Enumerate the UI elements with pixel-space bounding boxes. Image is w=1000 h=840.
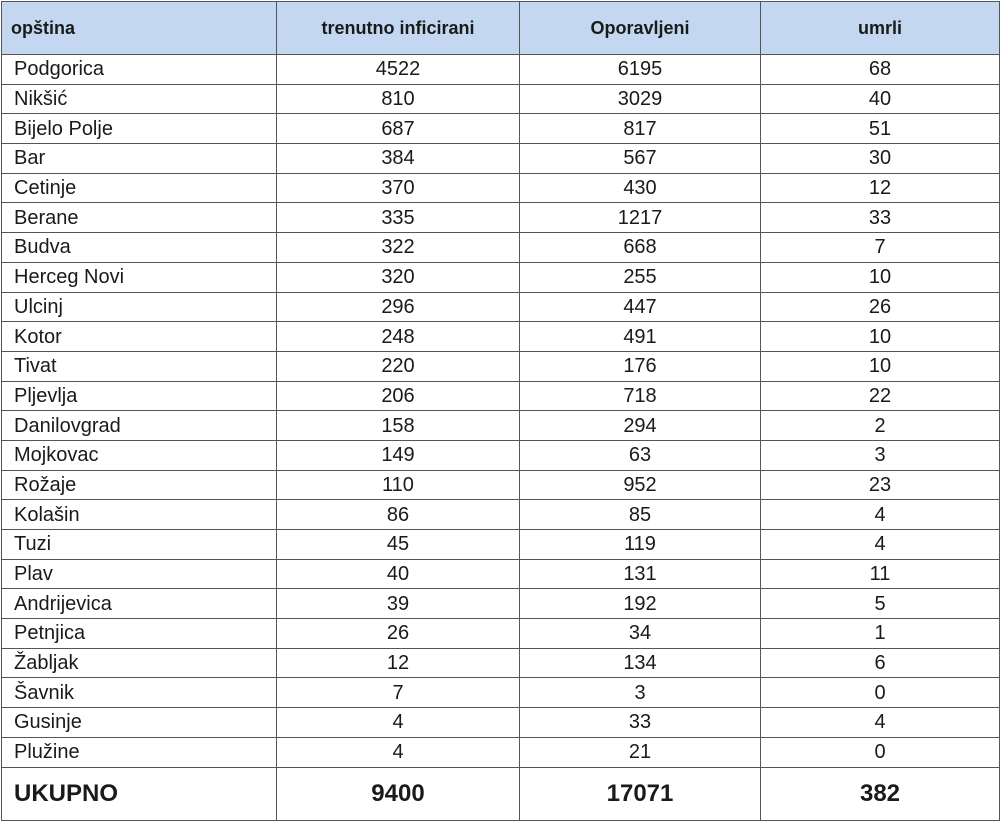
recovered-cell: 430 <box>520 173 761 203</box>
recovered-cell: 21 <box>520 737 761 767</box>
table-footer <box>2 767 1000 820</box>
municipality-cell: Gusinje <box>2 708 277 738</box>
currently-infected-cell: 322 <box>277 233 520 263</box>
municipality-cell: Herceg Novi <box>2 262 277 292</box>
municipality-cell: Petnjica <box>2 619 277 649</box>
total-deceased: 382 <box>761 767 1000 820</box>
header-municipality: opština <box>2 2 277 55</box>
currently-infected-cell: 370 <box>277 173 520 203</box>
municipality-cell: Berane <box>2 203 277 233</box>
header-row <box>2 2 1000 55</box>
currently-infected-cell: 810 <box>277 84 520 114</box>
table-row <box>2 708 1000 738</box>
header-currently-infected: trenutno inficirani <box>277 2 520 55</box>
table-row <box>2 500 1000 530</box>
table-row <box>2 589 1000 619</box>
deceased-cell: 4 <box>761 500 1000 530</box>
table-row <box>2 411 1000 441</box>
table-row <box>2 381 1000 411</box>
recovered-cell: 1217 <box>520 203 761 233</box>
currently-infected-cell: 687 <box>277 114 520 144</box>
currently-infected-cell: 335 <box>277 203 520 233</box>
table-row <box>2 322 1000 352</box>
municipality-cell: Budva <box>2 233 277 263</box>
deceased-cell: 22 <box>761 381 1000 411</box>
recovered-cell: 85 <box>520 500 761 530</box>
deceased-cell: 68 <box>761 55 1000 85</box>
table-row <box>2 203 1000 233</box>
currently-infected-cell: 384 <box>277 144 520 174</box>
table-row <box>2 648 1000 678</box>
table-row <box>2 351 1000 381</box>
currently-infected-cell: 4522 <box>277 55 520 85</box>
recovered-cell: 119 <box>520 530 761 560</box>
deceased-cell: 2 <box>761 411 1000 441</box>
deceased-cell: 3 <box>761 440 1000 470</box>
deceased-cell: 0 <box>761 678 1000 708</box>
currently-infected-cell: 158 <box>277 411 520 441</box>
deceased-cell: 7 <box>761 233 1000 263</box>
currently-infected-cell: 39 <box>277 589 520 619</box>
currently-infected-cell: 45 <box>277 530 520 560</box>
deceased-cell: 51 <box>761 114 1000 144</box>
recovered-cell: 668 <box>520 233 761 263</box>
currently-infected-cell: 320 <box>277 262 520 292</box>
total-currently-infected: 9400 <box>277 767 520 820</box>
municipality-cell: Kolašin <box>2 500 277 530</box>
deceased-cell: 1 <box>761 619 1000 649</box>
deceased-cell: 5 <box>761 589 1000 619</box>
recovered-cell: 3029 <box>520 84 761 114</box>
currently-infected-cell: 248 <box>277 322 520 352</box>
recovered-cell: 952 <box>520 470 761 500</box>
recovered-cell: 718 <box>520 381 761 411</box>
table-row <box>2 233 1000 263</box>
municipality-cell: Tuzi <box>2 530 277 560</box>
deceased-cell: 11 <box>761 559 1000 589</box>
currently-infected-cell: 7 <box>277 678 520 708</box>
recovered-cell: 176 <box>520 351 761 381</box>
currently-infected-cell: 296 <box>277 292 520 322</box>
table-row <box>2 84 1000 114</box>
table-body <box>2 55 1000 768</box>
recovered-cell: 192 <box>520 589 761 619</box>
currently-infected-cell: 4 <box>277 737 520 767</box>
table-row <box>2 619 1000 649</box>
table-row <box>2 440 1000 470</box>
recovered-cell: 567 <box>520 144 761 174</box>
municipality-cell: Šavnik <box>2 678 277 708</box>
recovered-cell: 134 <box>520 648 761 678</box>
recovered-cell: 294 <box>520 411 761 441</box>
deceased-cell: 4 <box>761 530 1000 560</box>
recovered-cell: 817 <box>520 114 761 144</box>
currently-infected-cell: 40 <box>277 559 520 589</box>
municipality-cell: Tivat <box>2 351 277 381</box>
currently-infected-cell: 206 <box>277 381 520 411</box>
currently-infected-cell: 149 <box>277 440 520 470</box>
table-row <box>2 114 1000 144</box>
header-deceased: umrli <box>761 2 1000 55</box>
deceased-cell: 10 <box>761 351 1000 381</box>
municipality-cell: Pljevlja <box>2 381 277 411</box>
deceased-cell: 6 <box>761 648 1000 678</box>
deceased-cell: 23 <box>761 470 1000 500</box>
currently-infected-cell: 26 <box>277 619 520 649</box>
deceased-cell: 0 <box>761 737 1000 767</box>
municipality-cell: Bar <box>2 144 277 174</box>
table-row <box>2 678 1000 708</box>
municipality-cell: Mojkovac <box>2 440 277 470</box>
deceased-cell: 10 <box>761 322 1000 352</box>
table-row <box>2 559 1000 589</box>
covid-municipality-table <box>1 1 1000 821</box>
municipality-cell: Andrijevica <box>2 589 277 619</box>
recovered-cell: 63 <box>520 440 761 470</box>
recovered-cell: 6195 <box>520 55 761 85</box>
municipality-cell: Plužine <box>2 737 277 767</box>
currently-infected-cell: 12 <box>277 648 520 678</box>
deceased-cell: 4 <box>761 708 1000 738</box>
currently-infected-cell: 86 <box>277 500 520 530</box>
deceased-cell: 26 <box>761 292 1000 322</box>
table-row <box>2 530 1000 560</box>
deceased-cell: 30 <box>761 144 1000 174</box>
table-row <box>2 470 1000 500</box>
total-row <box>2 767 1000 820</box>
municipality-cell: Kotor <box>2 322 277 352</box>
recovered-cell: 447 <box>520 292 761 322</box>
currently-infected-cell: 220 <box>277 351 520 381</box>
recovered-cell: 491 <box>520 322 761 352</box>
recovered-cell: 3 <box>520 678 761 708</box>
deceased-cell: 33 <box>761 203 1000 233</box>
municipality-cell: Ulcinj <box>2 292 277 322</box>
municipality-cell: Rožaje <box>2 470 277 500</box>
deceased-cell: 10 <box>761 262 1000 292</box>
table-row <box>2 292 1000 322</box>
recovered-cell: 131 <box>520 559 761 589</box>
municipality-cell: Podgorica <box>2 55 277 85</box>
currently-infected-cell: 4 <box>277 708 520 738</box>
recovered-cell: 34 <box>520 619 761 649</box>
currently-infected-cell: 110 <box>277 470 520 500</box>
table-row <box>2 55 1000 85</box>
header-recovered: Oporavljeni <box>520 2 761 55</box>
table-row <box>2 262 1000 292</box>
municipality-cell: Plav <box>2 559 277 589</box>
table-row <box>2 144 1000 174</box>
table-header <box>2 2 1000 55</box>
total-recovered: 17071 <box>520 767 761 820</box>
municipality-cell: Nikšić <box>2 84 277 114</box>
deceased-cell: 40 <box>761 84 1000 114</box>
municipality-cell: Bijelo Polje <box>2 114 277 144</box>
municipality-cell: Cetinje <box>2 173 277 203</box>
recovered-cell: 33 <box>520 708 761 738</box>
deceased-cell: 12 <box>761 173 1000 203</box>
municipality-cell: Žabljak <box>2 648 277 678</box>
recovered-cell: 255 <box>520 262 761 292</box>
municipality-cell: Danilovgrad <box>2 411 277 441</box>
table-row <box>2 173 1000 203</box>
table-row <box>2 737 1000 767</box>
total-label: UKUPNO <box>2 767 277 820</box>
